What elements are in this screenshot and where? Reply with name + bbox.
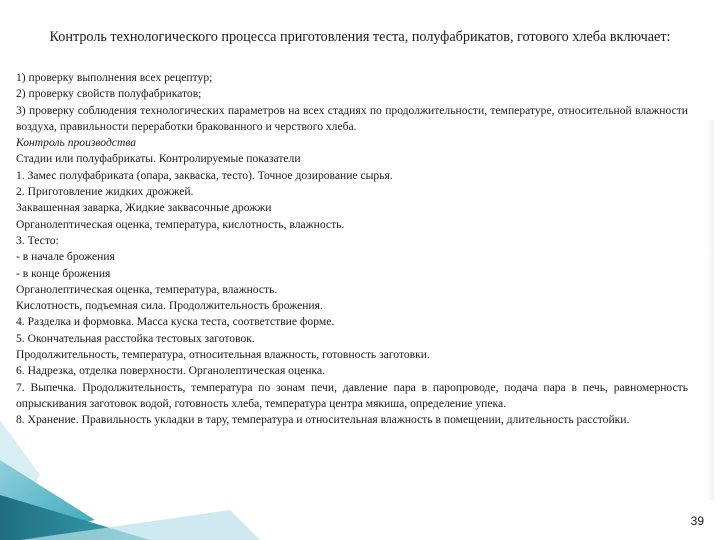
content-line: 3. Тесто:: [16, 233, 59, 247]
content-line: 8. Хранение. Правильность укладки в тару, температура и относительная влажность в помещении, длительность расстойки.: [16, 413, 630, 427]
slide-title: Контроль технологического процесса приготовления теста, полуфабрикатов, готового хлеба включает:: [49, 29, 671, 45]
page-number: 39: [690, 514, 704, 528]
content-line: 5. Окончательная расстойка тестовых заготовок.: [16, 331, 255, 345]
content-line: 2. Приготовление жидких дрожжей.: [16, 185, 194, 199]
content-line: 4. Разделка и формовка. Масса куска теста, соответствие форме.: [16, 315, 335, 329]
content-line: 7. Выпечка. Продолжительность, температура по зонам печи, давление пара в паропроводе, подача пара в печь, равномерность опрыскивания заготовок водой, готовность хлеба, температура центра мякиша, определение упека.: [16, 380, 688, 410]
content-line: 3) проверку соблюдения технологических параметров на всех стадиях по продолжительности, температуре, относительной влажности воздуха, правильности переработки бракованного и черствого хлеба.: [16, 103, 688, 133]
content-line: Заквашенная заварка, Жидкие заквасочные дрожжи: [16, 201, 272, 215]
content-line: Органолептическая оценка, температура, влажность.: [16, 282, 278, 296]
content-line: - в начале брожения: [16, 250, 115, 264]
content-line: - в конце брожения: [16, 266, 111, 280]
content-line: 1. Замес полуфабриката (опара, закваска, тесто). Точное дозирование сырья.: [16, 168, 393, 182]
content-line: Органолептическая оценка, температура, кислотность, влажность.: [16, 217, 345, 231]
content-line: Продолжительность, температура, относительная влажность, готовность заготовки.: [16, 348, 430, 362]
content-line: Стадии или полуфабрикаты. Контролируемые показатели: [16, 152, 301, 166]
content-line: 2) проверку свойств полуфабрикатов;: [16, 87, 202, 101]
slide-body: [16, 70, 688, 429]
content-line: 1) проверку выполнения всех рецептур;: [16, 71, 213, 84]
page-edge-shadow: [706, 120, 714, 500]
content-line: Контроль производства: [16, 136, 137, 150]
content-line: Кислотность, подъемная сила. Продолжительность брожения.: [16, 299, 323, 313]
decorative-corner-graphic: [0, 400, 260, 540]
content-line: 6. Надрезка, отделка поверхности. Органолептическая оценка.: [16, 364, 326, 378]
